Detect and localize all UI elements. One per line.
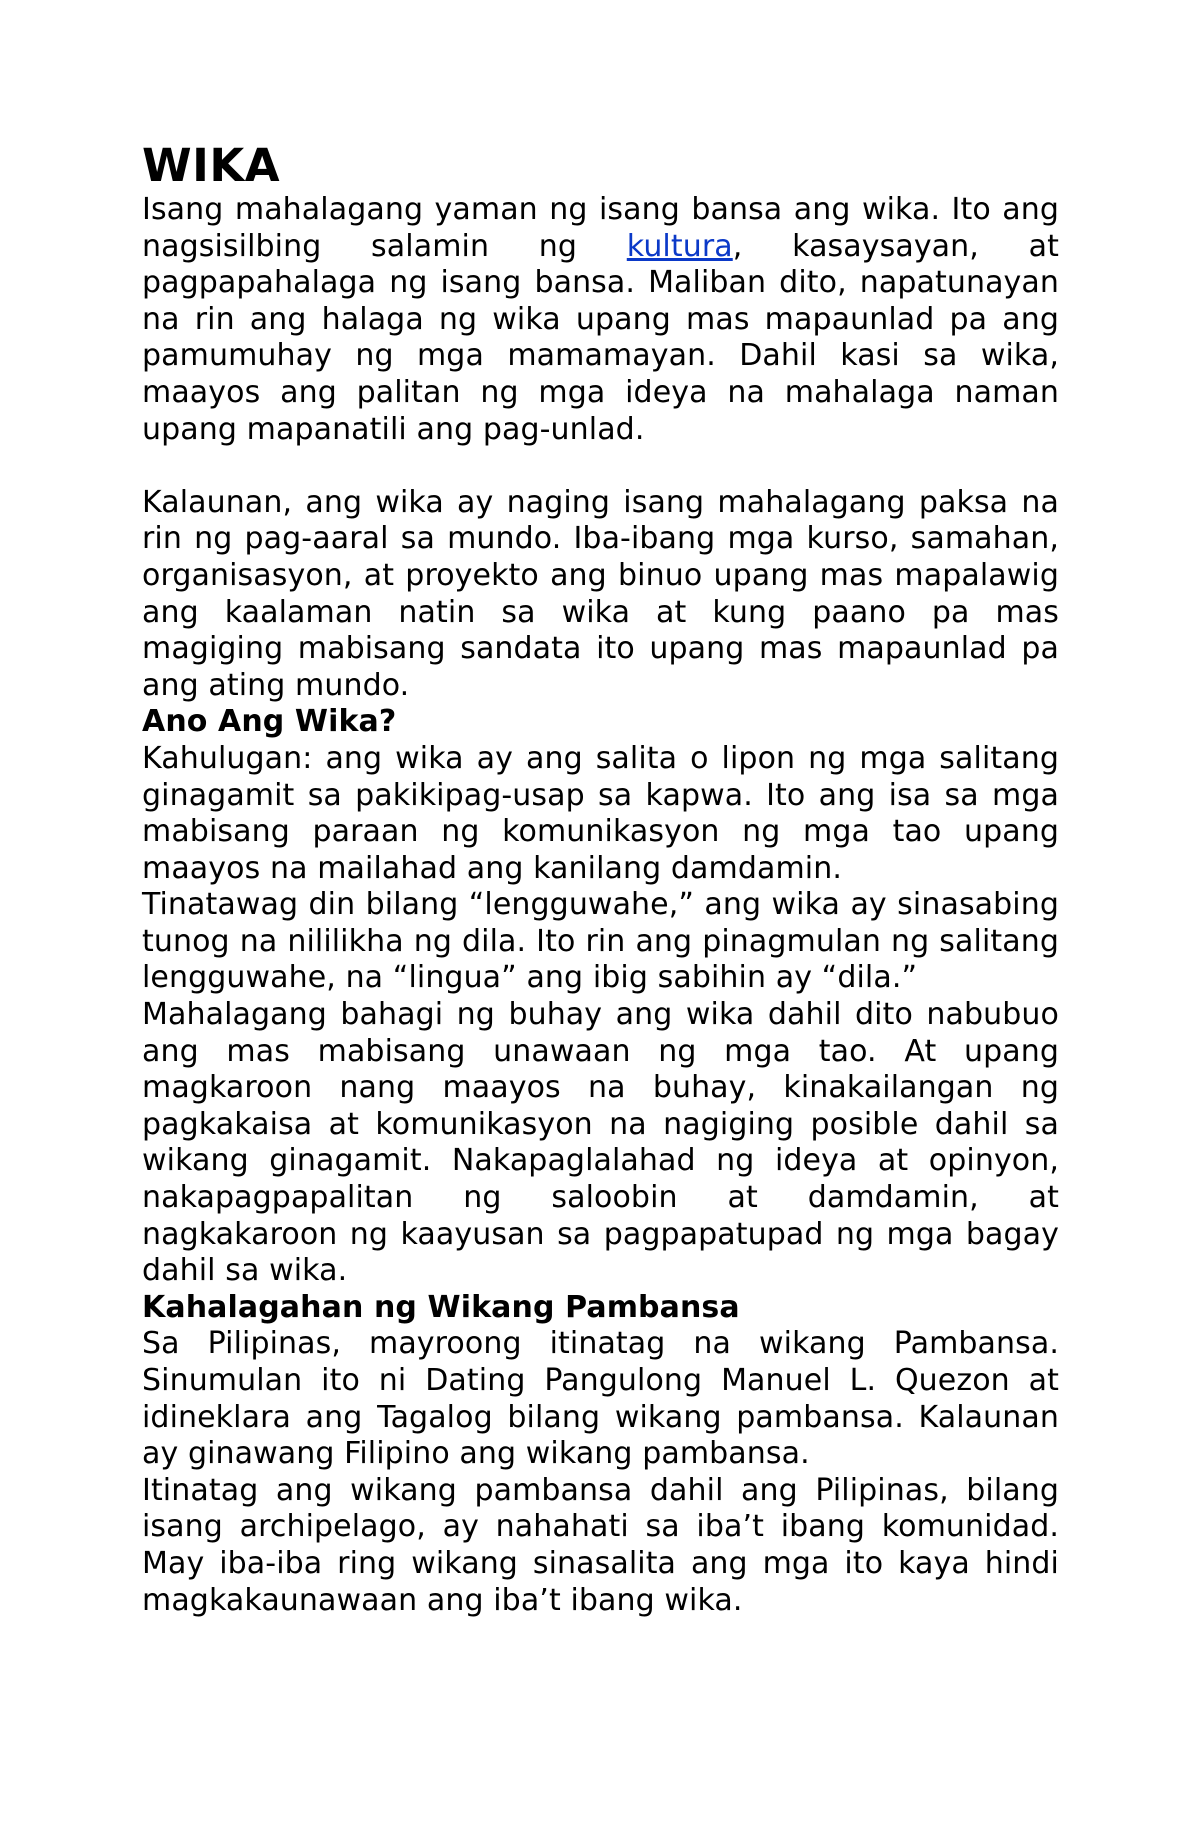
document-title: WIKA (142, 139, 281, 192)
paragraph-itinatag: Itinatag ang wikang pambansa dahil ang Pilipinas, bilang isang archipelago, ay nahahati sa iba’t ibang komunidad. May iba-iba ring wikang sinasalita ang mga ito kaya hindi magkakaunawaan ang iba’t ibang wika. (142, 1472, 1059, 1618)
paragraph-mahalagang-bahagi: Mahalagang bahagi ng buhay ang wika dahil dito nabubuo ang mas mabisang unawaan ng mga tao. At upang magkaroon nang maayos na buhay, kinakailangan ng pagkakaisa at komunikasyon na nagiging posible dahil sa wikang ginagamit. Nakapaglalahad ng ideya at opinyon, nakapagpapalitan ng saloobin at damdamin, at nagkakaroon ng kaayusan sa pagpapatupad ng mga bagay dahil sa wika. (142, 997, 1059, 1289)
section-heading-kahalagahan: Kahalagahan ng Wikang Pambansa (142, 1289, 740, 1325)
intro-text-start: Isang mahalagang yaman ng isang bansa ang wika. Ito ang nagsisilbing salamin ng (142, 192, 1059, 264)
intro-paragraph (142, 192, 1059, 448)
kultura-link[interactable]: kultura (626, 228, 733, 264)
paragraph-kalaunan: Kalaunan, ang wika ay naging isang mahalagang paksa na rin ng pag-aaral sa mundo. Iba-ibang mga kurso, samahan, organisasyon, at proyekto ang binuo upang mas mapalawig ang kaalaman natin sa wika at kung paano pa mas magiging mabisang sandata ito upang mas mapaunlad pa ang ating mundo. (142, 484, 1059, 703)
paragraph-kahulugan: Kahulugan: ang wika ay ang salita o lipon ng mga salitang ginagamit sa pakikipag-usap sa kapwa. Ito ang isa sa mga mabisang paraan ng komunikasyon ng mga tao upang maayos na mailahad ang kanilang damdamin. (142, 740, 1059, 886)
paragraph-lengguwahe: Tinatawag din bilang “lengguwahe,” ang wika ay sinasabing tunog na nililikha ng dila. Ito rin ang pinagmulan ng salitang lengguwahe, na “lingua” ang ibig sabihin ay “dila.” (142, 887, 1059, 996)
document-body (142, 140, 1059, 1619)
paragraph-sa-pilipinas: Sa Pilipinas, mayroong itinatag na wikang Pambansa. Sinumulan ito ni Dating Pangulong Manuel L. Quezon at idineklara ang Tagalog bilang wikang pambansa. Kalaunan ay ginawang Filipino ang wikang pambansa. (142, 1326, 1059, 1472)
section-heading-ano-ang-wika: Ano Ang Wika? (142, 704, 397, 740)
intro-text-end: , kasaysayan, at pagpapahalaga ng isang bansa. Maliban dito, napatunayan na rin ang halaga ng wika upang mas mapaunlad pa ang pamumuhay ng mga mamamayan. Dahil kasi sa wika, maayos ang palitan ng mga ideya na mahalaga naman upang mapanatili ang pag-unlad. (142, 228, 1059, 447)
